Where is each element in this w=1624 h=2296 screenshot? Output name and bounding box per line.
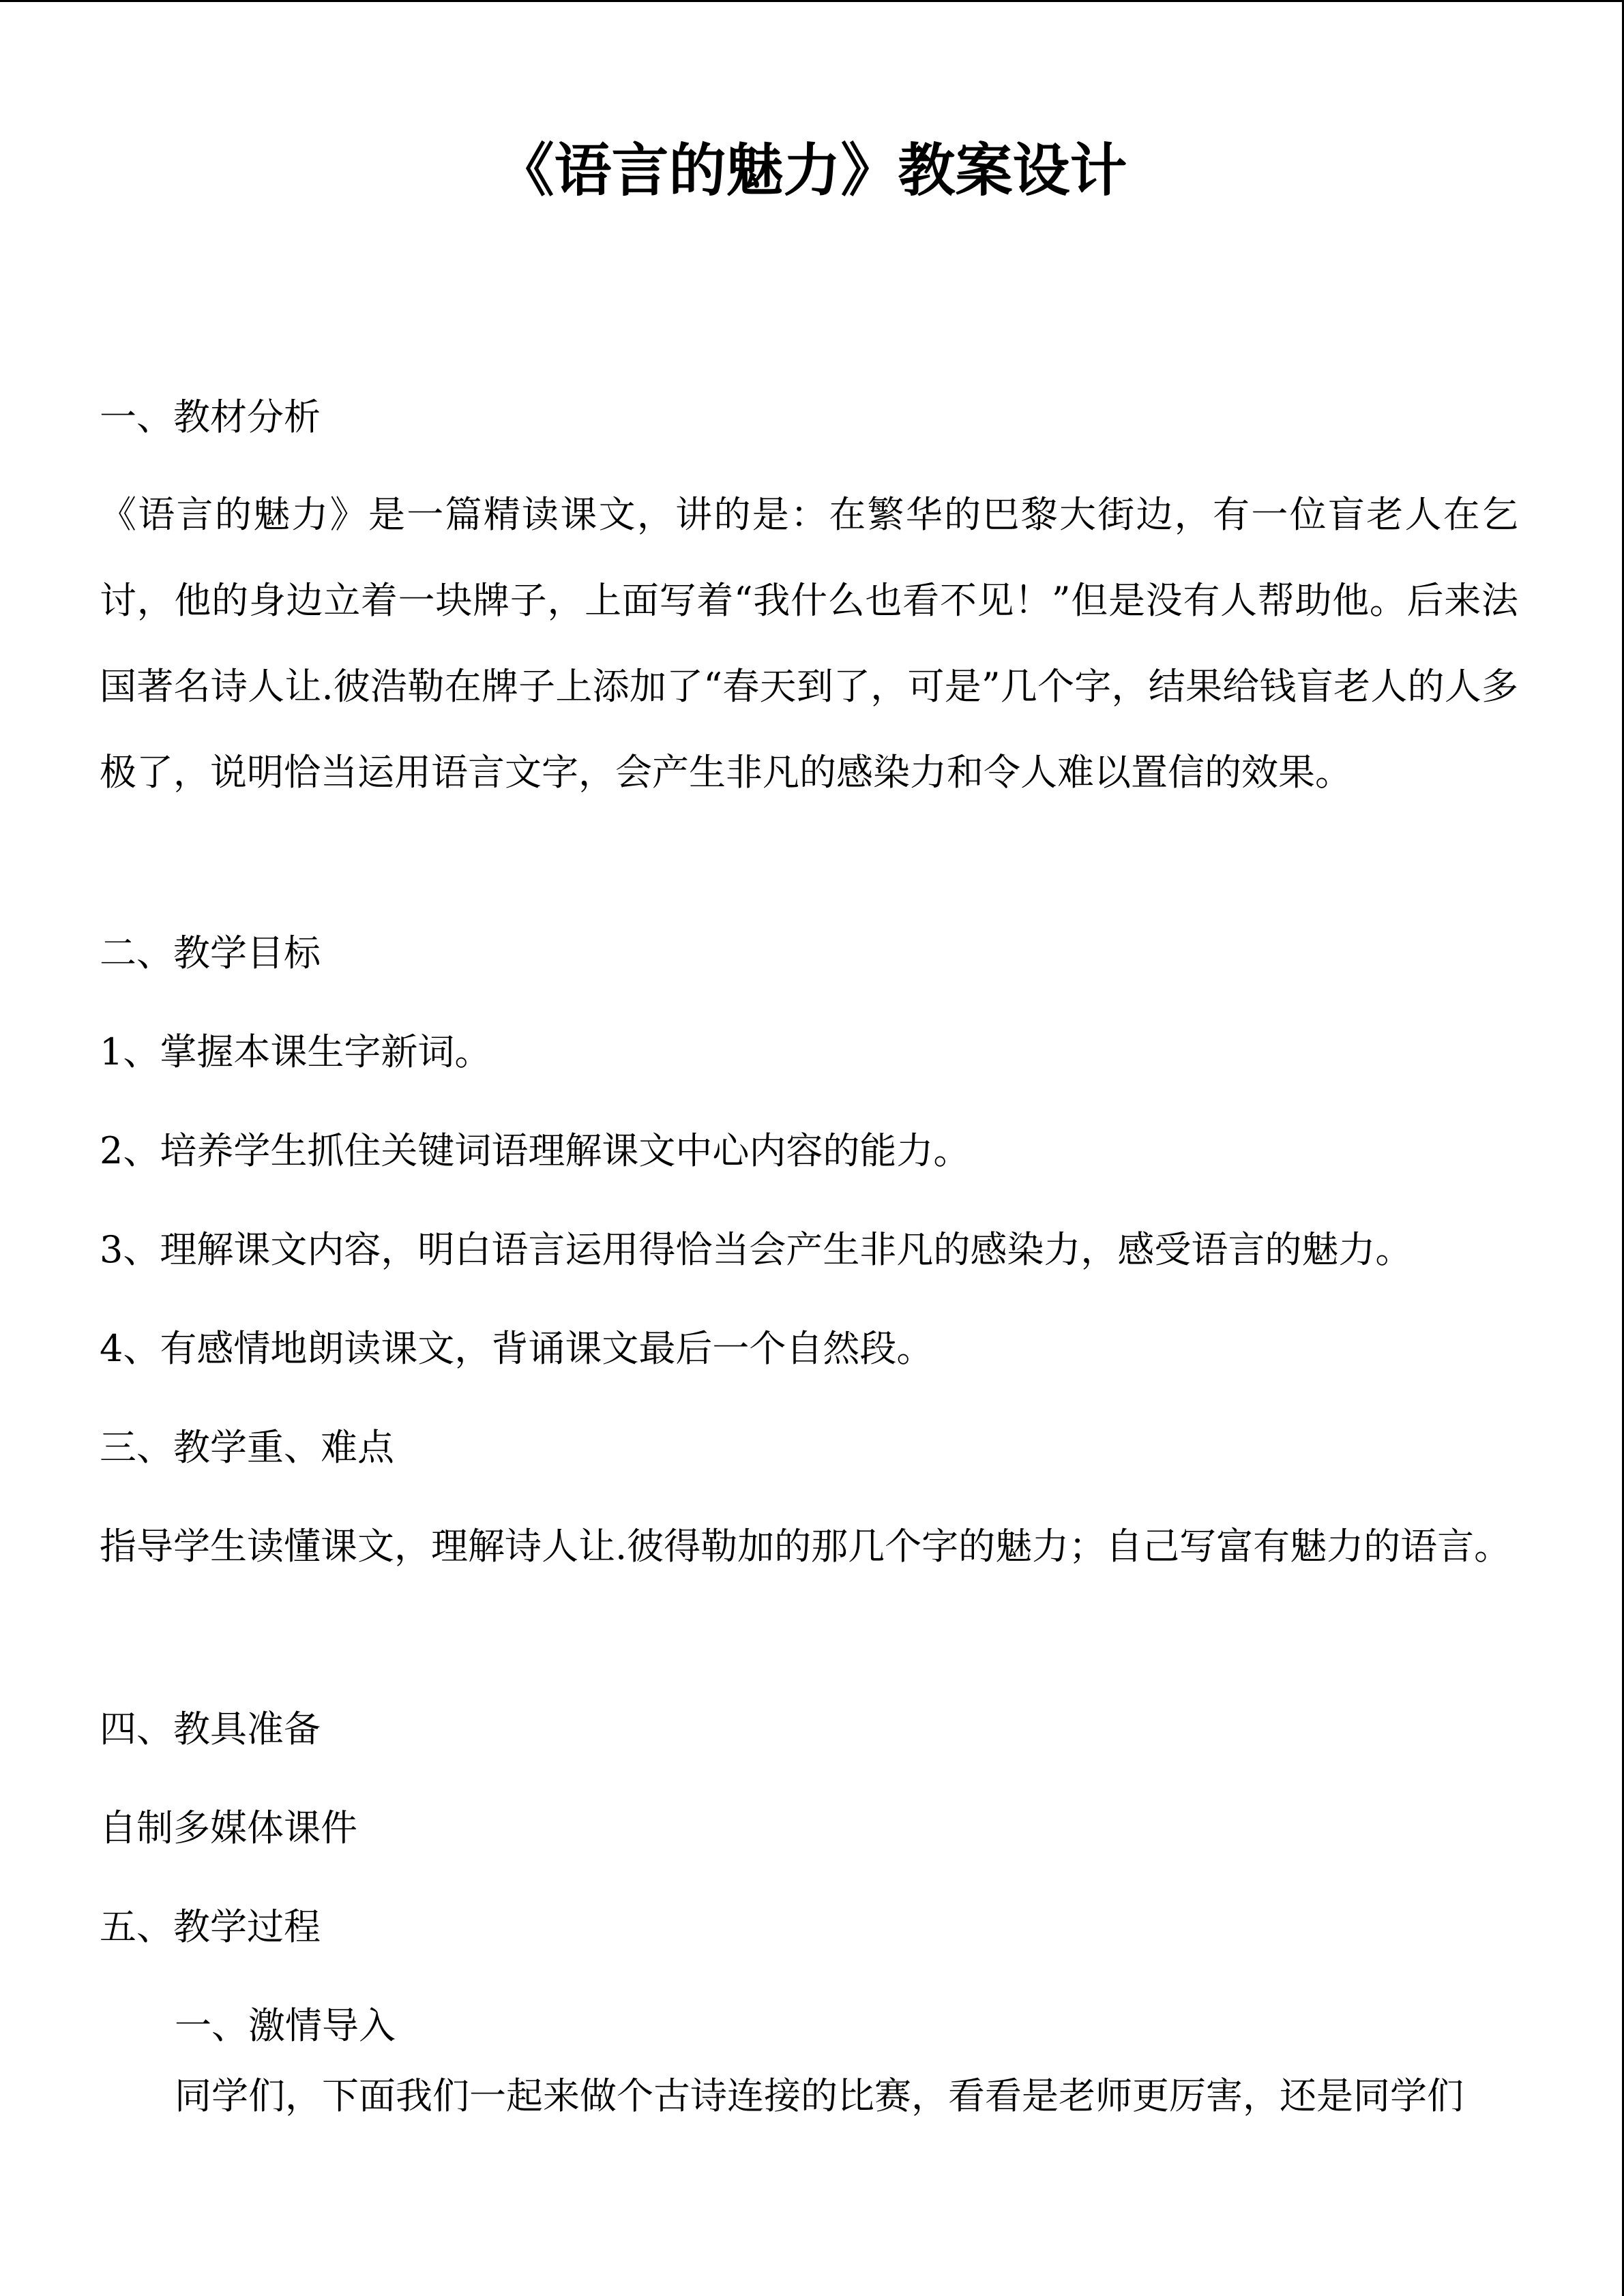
document-title: 《语言的魅力》教案设计 (497, 136, 1127, 204)
section-heading-textbook-analysis: 一、教材分析 (100, 396, 321, 438)
textbook-analysis-paragraph: 《语言的魅力》是一篇精读课文，讲的是：在繁华的巴黎大街边，有一位盲老人在乞讨，他的身边立着一块牌子，上面写着“我什么也看不见！”但是没有人帮助他。后来法国著名诗人让.彼浩勒在牌子上添加了“春天到了，可是”几个字，结果给钱盲老人的人多极了，说明恰当运用语言文字，会产生非凡的感染力和令人难以置信的效果。 (100, 493, 1518, 794)
subsection-heading-introduction: 一、激情导入 (175, 2004, 396, 2047)
teaching-aids-text: 自制多媒体课件 (100, 1806, 357, 1849)
section-heading-key-points: 三、教学重、难点 (100, 1426, 394, 1469)
goal-item-3: 3、理解课文内容，明白语言运用得恰当会产生非凡的感染力，感受语言的魅力。 (100, 1228, 1413, 1271)
goal-item-2: 2、培养学生抓住关键词语理解课文中心内容的能力。 (100, 1129, 971, 1172)
goal-item-4: 4、有感情地朗读课文，背诵课文最后一个自然段。 (100, 1327, 934, 1370)
key-points-paragraph: 指导学生读懂课文，理解诗人让.彼得勒加的那几个字的魅力；自己写富有魅力的语言。 (100, 1525, 1511, 1568)
introduction-paragraph: 同学们，下面我们一起来做个古诗连接的比赛，看看是老师更厉害，还是同学们 (175, 2074, 1464, 2117)
section-heading-teaching-process: 五、教学过程 (100, 1905, 321, 1948)
goal-item-1: 1、掌握本课生字新词。 (100, 1030, 492, 1073)
section-heading-teaching-aids: 四、教具准备 (100, 1708, 321, 1750)
section-heading-teaching-goals: 二、教学目标 (100, 931, 321, 974)
